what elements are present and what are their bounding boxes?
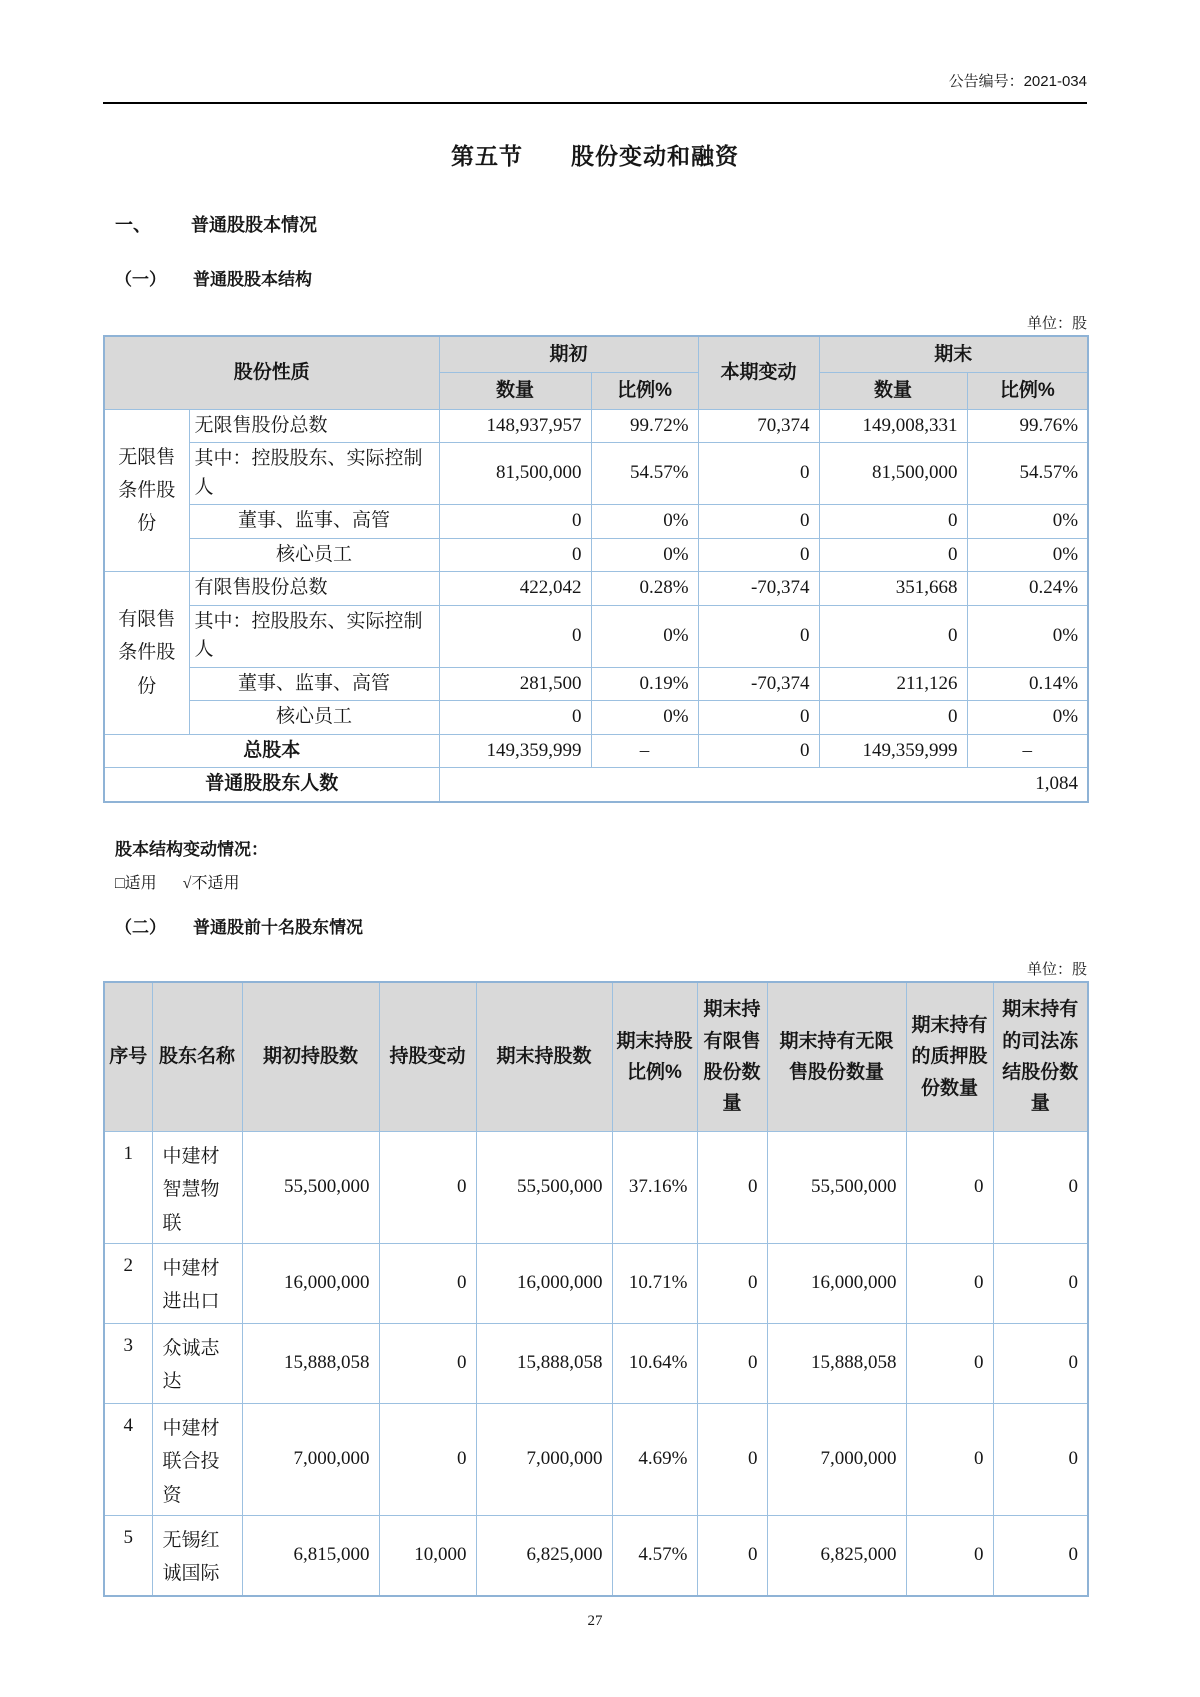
th-end-ratio: 期末持股比例% <box>612 982 697 1132</box>
section-prefix: 一、 <box>115 215 151 235</box>
note-title: 股本结构变动情况： <box>115 839 268 859</box>
cell-value: 55,500,000 <box>767 1132 906 1244</box>
cell-value: 0% <box>967 605 1088 667</box>
cell-value: 16,000,000 <box>767 1244 906 1324</box>
cell-value: 0 <box>906 1244 993 1324</box>
cell-value: 148,937,957 <box>439 409 591 443</box>
cell-value: 0% <box>967 701 1088 735</box>
cell-value: 149,359,999 <box>439 734 591 768</box>
cell-value: 0 <box>697 1516 767 1596</box>
th-index: 序号 <box>104 982 152 1132</box>
th-shares-change: 持股变动 <box>379 982 476 1132</box>
cell-value: 10,000 <box>379 1516 476 1596</box>
cell-value: 0 <box>819 538 967 572</box>
cell-value: 4.57% <box>612 1516 697 1596</box>
cell-value: 7,000,000 <box>767 1404 906 1516</box>
row-label: 有限售股份总数 <box>189 572 439 606</box>
th-end-unrestricted: 期末持有无限售股份数量 <box>767 982 906 1132</box>
unit-label: 单位：股 <box>1026 961 1087 978</box>
cell-value: 6,825,000 <box>767 1516 906 1596</box>
cell-value: 0 <box>906 1324 993 1404</box>
row-group-unrestricted: 无限售条件股份 <box>104 409 189 572</box>
cell-value: 6,825,000 <box>476 1516 612 1596</box>
cell-index: 1 <box>104 1132 152 1244</box>
cell-shareholder-name: 中建材智慧物联 <box>152 1132 242 1244</box>
th-period-end: 期末 <box>819 336 1088 373</box>
cell-value: 0 <box>439 538 591 572</box>
shareholder-row <box>104 1324 1088 1404</box>
th-end-restricted: 期末持有限售股份数量 <box>697 982 767 1132</box>
cell-value: -70,374 <box>698 572 819 606</box>
cell-value: 0 <box>379 1404 476 1516</box>
subsection-prefix: （二） <box>115 917 166 937</box>
th-end-pct: 比例% <box>967 373 1088 409</box>
cell-value: 54.57% <box>591 443 698 505</box>
cell-value: 0 <box>379 1132 476 1244</box>
cell-value: 81,500,000 <box>439 443 591 505</box>
table-row <box>104 505 1088 539</box>
cell-value: -70,374 <box>698 667 819 701</box>
page-title: 第五节 股份变动和融资 <box>451 143 739 169</box>
th-begin-pct: 比例% <box>591 373 698 409</box>
th-begin-qty: 数量 <box>439 373 591 409</box>
table-row-holders <box>104 768 1088 802</box>
cell-value: 0 <box>439 505 591 539</box>
cell-value: 0 <box>906 1404 993 1516</box>
cell-index: 5 <box>104 1516 152 1596</box>
section-heading-1 <box>103 211 1087 237</box>
cell-value: 0 <box>697 1404 767 1516</box>
cell-value: 0 <box>698 505 819 539</box>
row-label: 其中：控股股东、实际控制人 <box>189 605 439 667</box>
cell-value: 15,888,058 <box>242 1324 379 1404</box>
th-begin-shares: 期初持股数 <box>242 982 379 1132</box>
cell-value: 0 <box>819 605 967 667</box>
header-rule <box>103 102 1087 104</box>
cell-value: 149,359,999 <box>819 734 967 768</box>
shareholder-row <box>104 1516 1088 1596</box>
cell-shareholder-name: 中建材联合投资 <box>152 1404 242 1516</box>
cell-value: 0 <box>906 1516 993 1596</box>
cell-value: 16,000,000 <box>242 1244 379 1324</box>
section-text: 普通股股本情况 <box>191 215 317 235</box>
cell-value: 0 <box>698 443 819 505</box>
cell-value: 15,888,058 <box>476 1324 612 1404</box>
th-end-qty: 数量 <box>819 373 967 409</box>
th-share-nature: 股份性质 <box>104 336 439 409</box>
row-label: 无限售股份总数 <box>189 409 439 443</box>
cell-value: 0 <box>698 605 819 667</box>
table-row <box>104 667 1088 701</box>
cell-value: 54.57% <box>967 443 1088 505</box>
cell-value: 37.16% <box>612 1132 697 1244</box>
subsection-heading-1-1 <box>103 265 1087 290</box>
cell-shareholder-name: 无锡红诚国际 <box>152 1516 242 1596</box>
cell-value: 0 <box>439 605 591 667</box>
cell-value: 0 <box>698 734 819 768</box>
cell-value: 0 <box>698 701 819 735</box>
cell-value: 16,000,000 <box>476 1244 612 1324</box>
cell-value: 99.76% <box>967 409 1088 443</box>
cell-value: 99.72% <box>591 409 698 443</box>
cell-value: 10.64% <box>612 1324 697 1404</box>
row-group-restricted: 有限售条件股份 <box>104 572 189 735</box>
shareholder-row <box>104 1244 1088 1324</box>
cell-value: 0 <box>697 1324 767 1404</box>
th-period-begin: 期初 <box>439 336 698 373</box>
row-label: 核心员工 <box>189 538 439 572</box>
cell-value: 0% <box>591 605 698 667</box>
subsection-heading-1-2 <box>103 913 1087 938</box>
cell-value: 0 <box>697 1132 767 1244</box>
cell-value: 0% <box>591 505 698 539</box>
th-shareholder-name: 股东名称 <box>152 982 242 1132</box>
cell-value: 0% <box>591 701 698 735</box>
cell-shareholder-name: 中建材进出口 <box>152 1244 242 1324</box>
cell-value: 0.19% <box>591 667 698 701</box>
cell-shareholder-name: 众诚志达 <box>152 1324 242 1404</box>
cell-value: 81,500,000 <box>819 443 967 505</box>
cell-value: 55,500,000 <box>242 1132 379 1244</box>
table-row <box>104 701 1088 735</box>
cell-value: 0 <box>697 1244 767 1324</box>
cell-value: 0% <box>967 505 1088 539</box>
cell-value: 55,500,000 <box>476 1132 612 1244</box>
cell-value: 6,815,000 <box>242 1516 379 1596</box>
cell-value: 281,500 <box>439 667 591 701</box>
cell-value: 0 <box>993 1244 1088 1324</box>
cell-value: 149,008,331 <box>819 409 967 443</box>
cell-value: 0 <box>993 1324 1088 1404</box>
cell-value: 0 <box>379 1244 476 1324</box>
cell-value: 351,668 <box>819 572 967 606</box>
cell-value: 10.71% <box>612 1244 697 1324</box>
row-label: 其中：控股股东、实际控制人 <box>189 443 439 505</box>
cell-value: 7,000,000 <box>242 1404 379 1516</box>
cell-value: 4.69% <box>612 1404 697 1516</box>
share-structure-table <box>103 335 1089 803</box>
cell-value: 0 <box>906 1132 993 1244</box>
holders-label: 普通股股东人数 <box>104 768 439 802</box>
cell-value: 70,374 <box>698 409 819 443</box>
row-label: 核心员工 <box>189 701 439 735</box>
cell-value: – <box>967 734 1088 768</box>
cell-value: 0 <box>993 1516 1088 1596</box>
cell-value: – <box>591 734 698 768</box>
cell-value: 0.28% <box>591 572 698 606</box>
cell-value: 15,888,058 <box>767 1324 906 1404</box>
th-end-frozen: 期末持有的司法冻结股份数量 <box>993 982 1088 1132</box>
cell-value: 422,042 <box>439 572 591 606</box>
total-label: 总股本 <box>104 734 439 768</box>
table-row <box>104 538 1088 572</box>
shareholder-row <box>104 1404 1088 1516</box>
unit-label: 单位：股 <box>1026 316 1087 332</box>
th-end-shares: 期末持股数 <box>476 982 612 1132</box>
subsection-prefix: （一） <box>115 270 166 289</box>
holders-count: 1,084 <box>439 768 1088 802</box>
table-row-total <box>104 734 1088 768</box>
table-row <box>104 572 1088 606</box>
cell-value: 0.24% <box>967 572 1088 606</box>
cell-value: 0% <box>591 538 698 572</box>
subsection-text: 普通股股本结构 <box>193 270 312 289</box>
cell-value: 0 <box>993 1132 1088 1244</box>
cell-value: 0 <box>993 1404 1088 1516</box>
applicability-note <box>103 870 1087 893</box>
table-row <box>104 605 1088 667</box>
cell-value: 0 <box>819 701 967 735</box>
cell-value: 0 <box>819 505 967 539</box>
cell-index: 4 <box>104 1404 152 1516</box>
row-label: 董事、监事、高管 <box>189 505 439 539</box>
subsection-text: 普通股前十名股东情况 <box>193 917 363 937</box>
cell-value: 0% <box>967 538 1088 572</box>
cell-value: 7,000,000 <box>476 1404 612 1516</box>
cell-index: 2 <box>104 1244 152 1324</box>
table-row <box>104 443 1088 505</box>
th-period-change: 本期变动 <box>698 336 819 409</box>
cell-value: 0.14% <box>967 667 1088 701</box>
page-number: 27 <box>587 1612 603 1629</box>
cell-value: 0 <box>439 701 591 735</box>
row-label: 董事、监事、高管 <box>189 667 439 701</box>
table-row <box>104 409 1088 443</box>
cell-value: 0 <box>698 538 819 572</box>
checkbox-applicable: □适用 <box>115 874 157 892</box>
cell-value: 211,126 <box>819 667 967 701</box>
shareholder-row <box>104 1132 1088 1244</box>
th-end-pledged: 期末持有的质押股份数量 <box>906 982 993 1132</box>
top-shareholders-table <box>103 981 1089 1597</box>
cell-index: 3 <box>104 1324 152 1404</box>
cell-value: 0 <box>379 1324 476 1404</box>
announcement-number: 公告编号：2021-034 <box>948 73 1087 90</box>
checkbox-not-applicable: √不适用 <box>182 874 240 892</box>
